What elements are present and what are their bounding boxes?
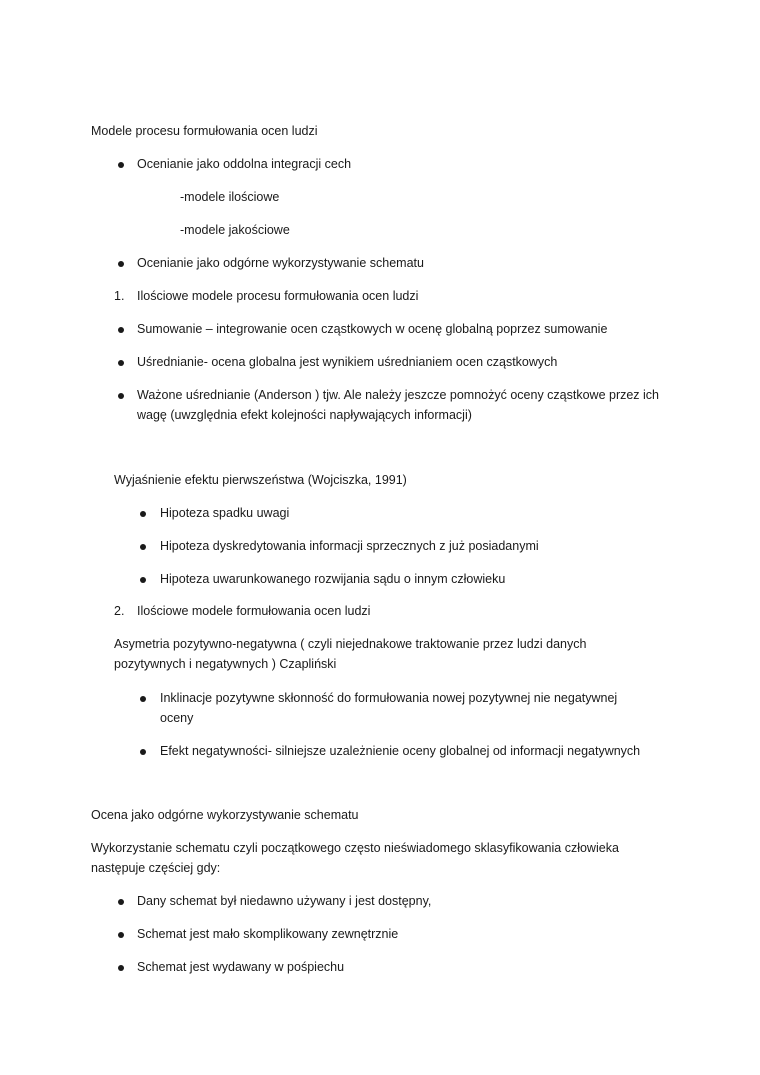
bullet-icon xyxy=(118,327,124,333)
list-item: Sumowanie – integrowanie ocen cząstkowych w ocenę globalną poprzez sumowanie xyxy=(137,322,608,336)
list-item: Hipoteza spadku uwagi xyxy=(160,506,290,520)
list-item-continuation: oceny xyxy=(160,711,194,725)
numbered-item: Ilościowe modele procesu formułowania ocen ludzi xyxy=(137,289,419,303)
list-item: Ważone uśrednianie (Anderson ) tjw. Ale należy jeszcze pomnożyć oceny cząstkowe przez ich xyxy=(137,388,660,402)
list-item: Hipoteza dyskredytowania informacji sprzecznych z już posiadanymi xyxy=(160,539,539,553)
sub-item: -modele jakościowe xyxy=(180,223,290,237)
list-item: Uśrednianie- ocena globalna jest wynikiem uśrednianiem ocen cząstkowych xyxy=(137,355,558,369)
list-item: Schemat jest mało skomplikowany zewnętrznie xyxy=(137,927,399,941)
list-number: 2. xyxy=(114,604,125,618)
list-item: Inklinacje pozytywne skłonność do formułowania nowej pozytywnej nie negatywnej xyxy=(160,691,618,705)
sub-item: -modele ilościowe xyxy=(180,190,280,204)
section-heading: Ocena jako odgórne wykorzystywanie schematu xyxy=(91,808,359,822)
bullet-icon xyxy=(118,899,124,905)
list-item: Hipoteza uwarunkowanego rozwijania sądu o innym człowieku xyxy=(160,572,506,586)
section-heading: Wyjaśnienie efektu pierwszeństwa (Wojciszka, 1991) xyxy=(114,473,407,487)
bullet-icon xyxy=(118,965,124,971)
bullet-icon xyxy=(118,360,124,366)
section-heading: Modele procesu formułowania ocen ludzi xyxy=(91,124,318,138)
bullet-icon xyxy=(118,261,124,267)
bullet-icon xyxy=(140,544,146,550)
bullet-icon xyxy=(140,696,146,702)
paragraph: następuje częściej gdy: xyxy=(91,861,221,875)
list-item: Schemat jest wydawany w pośpiechu xyxy=(137,960,345,974)
list-item: Dany schemat był niedawno używany i jest dostępny, xyxy=(137,894,432,908)
list-item: Efekt negatywności- silniejsze uzależnienie oceny globalnej od informacji negatywnych xyxy=(160,744,641,758)
paragraph: Asymetria pozytywno-negatywna ( czyli niejednakowe traktowanie przez ludzi danych xyxy=(114,637,587,651)
bullet-icon xyxy=(140,511,146,517)
list-number: 1. xyxy=(114,289,125,303)
bullet-icon xyxy=(118,932,124,938)
list-item-continuation: wagę (uwzględnia efekt kolejności napływających informacji) xyxy=(137,408,472,422)
numbered-item: Ilościowe modele formułowania ocen ludzi xyxy=(137,604,371,618)
list-item: Ocenianie jako odgórne wykorzystywanie schematu xyxy=(137,256,424,270)
bullet-icon xyxy=(118,162,124,168)
bullet-icon xyxy=(140,577,146,583)
paragraph: pozytywnych i negatywnych ) Czapliński xyxy=(114,657,337,671)
list-item: Ocenianie jako oddolna integracji cech xyxy=(137,157,352,171)
bullet-icon xyxy=(118,393,124,399)
bullet-icon xyxy=(140,749,146,755)
paragraph: Wykorzystanie schematu czyli początkowego często nieświadomego sklasyfikowania człowieka xyxy=(91,841,619,855)
